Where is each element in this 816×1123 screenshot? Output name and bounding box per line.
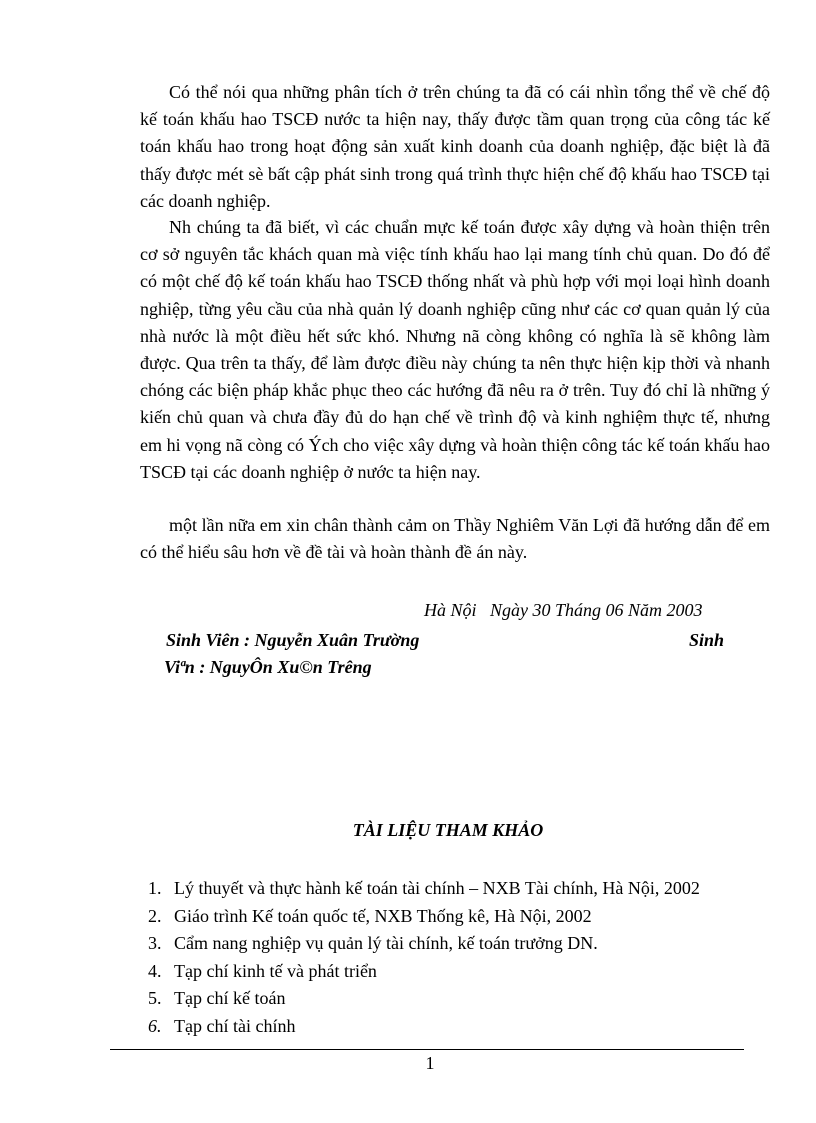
references-title: TÀI LIỆU THAM KHẢO — [352, 820, 544, 840]
reference-number: 6. — [148, 1015, 162, 1036]
reference-text: Lý thuyết và thực hành kế toán tài chính – NXB Tài chính, Hà Nội, 2002 — [174, 878, 700, 898]
reference-item — [148, 875, 700, 903]
reference-item — [148, 985, 700, 1013]
reference-number: 5. — [148, 988, 162, 1008]
reference-number: 3. — [148, 933, 162, 953]
references-list — [148, 875, 700, 1040]
reference-text: Tạp chí kế toán — [174, 988, 286, 1008]
paragraph-discussion: Nh chúng ta đã biết, vì các chuẩn mực kế toán được xây dựng và hoàn thiện trên cơ sở nguyên tắc khách quan mà việc tính khấu hao lại mang tính chủ quan. Do đó để có một chế độ kế toán khấu hao TSCĐ thống nhất và phù hợp với mọi loại hình doanh nghiệp, từng yêu cầu của nhà quản lý doanh nghiệp cũng như các cơ quan quản lý của nhà nước là một điều hết sức khó. Nhưng nã còng không có nghĩa là sẽ không làm được. Qua trên ta thấy, để làm được điều này chúng ta nên thực hiện kịp thời và nhanh chóng các biện pháp khắc phục theo các hướng đã nêu ra ở trên. Tuy đó chỉ là những ý kiến chủ quan và chưa đầy đủ do hạn chế về trình độ và kinh nghiệm thực tế, nhưng em hi vọng nã còng có Ých cho việc xây dựng và hoàn thiện công tác kế toán khấu hao TSCĐ tại các doanh nghiệp ở nước ta hiện nay. — [140, 217, 770, 482]
date-line: Hà Nội Ngày 30 Tháng 06 Năm 2003 — [424, 600, 703, 620]
reference-item — [148, 903, 700, 931]
reference-text: Tạp chí tài chính — [174, 1015, 296, 1036]
reference-text: Giáo trình Kế toán quốc tế, NXB Thống kê, Hà Nội, 2002 — [174, 905, 592, 926]
page-number: 1 — [425, 1053, 435, 1073]
reference-item — [148, 930, 700, 958]
signature-line-garbled: Viªn : NguyÔn Xu©n Trêng — [164, 657, 372, 677]
paragraph-thanks: một lần nữa em xin chân thành cảm on Thầy Nghiêm Văn Lợi đã hướng dẫn để em có thể hiểu sâu hơn về đề tài và hoàn thành đề án này. — [140, 515, 770, 563]
reference-number: 4. — [148, 960, 162, 981]
footer-divider — [110, 1049, 744, 1050]
paragraph-summary: Có thể nói qua những phân tích ở trên chúng ta đã có cái nhìn tổng thể về chế độ kế toán khấu hao TSCĐ nước ta hiện nay, thấy được tầm quan trọng của công tác kế toán khấu hao trong hoạt động sản xuất kinh doanh của doanh nghiệp, đặc biệt là đã thấy được mét sè bất cập phát sinh trong quá trình thực hiện chế độ khấu hao TSCĐ tại các doanh nghiệp. — [140, 82, 770, 211]
reference-number: 1. — [148, 878, 162, 898]
reference-number: 2. — [148, 905, 162, 926]
signature-line-tail: Sinh — [689, 630, 725, 650]
signature-line: Sinh Viên : Nguyễn Xuân Trường — [166, 630, 420, 650]
reference-item — [148, 958, 700, 986]
reference-text: Tạp chí kinh tế và phát triển — [174, 960, 377, 981]
reference-text: Cẩm nang nghiệp vụ quản lý tài chính, kế toán trưởng DN. — [174, 933, 598, 953]
reference-item — [148, 1013, 700, 1041]
